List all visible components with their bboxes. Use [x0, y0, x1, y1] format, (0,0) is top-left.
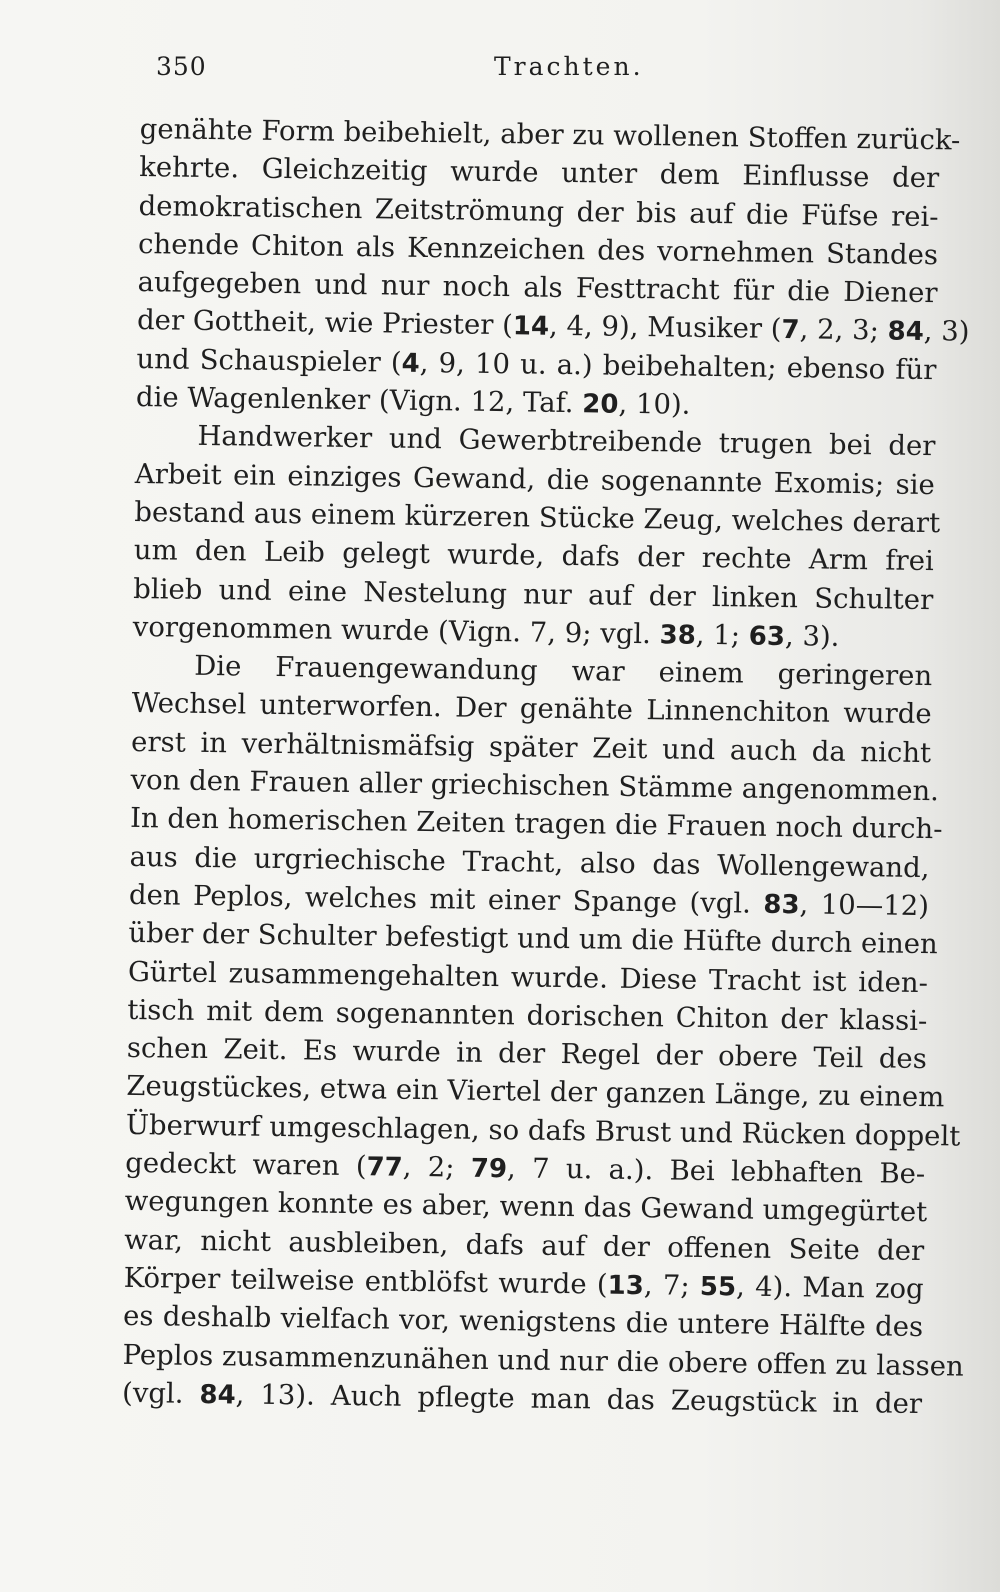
- text-segment: , 10).: [618, 387, 691, 421]
- text-segment: blieb und eine Nestelung nur auf der linken Schulter: [133, 572, 934, 616]
- text-segment: von den Frauen aller griechischen Stämme angenommen.: [130, 763, 940, 808]
- text-segment: , 4, 9), Musiker (: [548, 310, 782, 346]
- body-text: [120, 110, 970, 1551]
- page-header: [156, 52, 644, 84]
- plate-reference: 77: [366, 1152, 403, 1183]
- text-segment: In den homerischen Zeiten tragen die Frauen noch durch-: [129, 802, 943, 846]
- text-segment: aufgegeben und nur noch als Festtracht für die Diener: [137, 266, 938, 310]
- text-segment: schen Zeit. Es wurde in der Regel der obere Teil des: [126, 1032, 928, 1076]
- text-segment: vorgenommen wurde (Vign. 7, 9; vgl.: [132, 610, 660, 651]
- text-segment: Körper teilweise entblöfst wurde (: [123, 1261, 608, 1301]
- plate-reference: 83: [763, 889, 800, 921]
- plate-reference: 20: [582, 389, 619, 420]
- text-segment: Gürtel zusammengehalten wurde. Diese Tracht ist iden-: [127, 955, 929, 999]
- text-segment: Die Frauengewandung war einem geringeren: [194, 649, 933, 693]
- text-segment: Wechsel unterworfen. Der genähte Linnenchiton wurde: [131, 687, 932, 731]
- text-segment: über der Schulter befestigt und um die Hüfte durch einen: [128, 917, 938, 961]
- text-segment: aus die urgriechische Tracht, also das Wollengewand,: [129, 840, 930, 884]
- text-segment: Handwerker und Gewerbtreibende trugen bei der: [197, 420, 936, 463]
- text-segment: Peplos zusammenzunähen und nur die obere offen zu lassen: [122, 1338, 964, 1383]
- text-segment: (vgl.: [121, 1376, 200, 1410]
- text-segment: , 7;: [643, 1269, 701, 1302]
- text-segment: , 9, 10 u. a.) beibehalten; ebenso für: [419, 346, 937, 386]
- plate-reference: 38: [659, 620, 697, 651]
- plate-reference: 84: [199, 1379, 236, 1411]
- plate-reference: 63: [748, 621, 786, 652]
- text-segment: wegungen konnte es aber, wenn das Gewand umgegürtet: [124, 1185, 928, 1229]
- plate-reference: 79: [470, 1153, 508, 1185]
- text-segment: erst in verhältnismäfsig später Zeit und auch da nicht: [130, 725, 932, 769]
- plate-reference: 13: [607, 1270, 645, 1302]
- text-segment: tisch mit dem sogenannten dorischen Chiton der klassi-: [127, 993, 928, 1037]
- text-segment: der Gottheit, wie Priester (: [136, 304, 514, 342]
- text-segment: Überwurf umgeschlagen, so dafs Brust und Rücken doppelt: [125, 1108, 961, 1153]
- text-segment: genähte Form beibehielt, aber zu wollenen Stoffen zurück-: [139, 112, 961, 157]
- text-segment: es deshalb vielfach vor, wenigstens die untere Hälfte des: [122, 1300, 924, 1344]
- text-segment: , 3).: [784, 619, 840, 653]
- text-segment: war, nicht ausbleiben, dafs auf der offenen Seite der: [124, 1223, 925, 1267]
- text-segment: Zeugstückes, etwa ein Viertel der ganzen Länge, zu einem: [126, 1070, 945, 1114]
- text-segment: , 2, 3;: [799, 313, 888, 347]
- plate-reference: 84: [887, 316, 924, 348]
- plate-reference: 55: [699, 1271, 737, 1303]
- text-segment: chende Chiton als Kennzeichen des vornehmen Standes: [137, 227, 939, 272]
- text-segment: , 1;: [695, 618, 750, 652]
- text-segment: , 3): [923, 315, 970, 349]
- plate-reference: 14: [512, 311, 550, 343]
- text-segment: kehrte. Gleichzeitig wurde unter dem Einflusse der: [138, 151, 940, 195]
- running-title: Trachten.: [494, 52, 644, 81]
- text-segment: und Schauspieler (: [136, 342, 402, 379]
- text-segment: gedeckt waren (: [125, 1146, 367, 1183]
- text-segment: die Wagenlenker (Vign. 12, Taf.: [135, 381, 583, 420]
- text-segment: , 2;: [402, 1150, 472, 1184]
- text-segment: demokratischen Zeitströmung der bis auf die Füfse rei-: [138, 189, 939, 233]
- text-segment: , 10—12): [799, 888, 930, 923]
- plate-reference: 4: [401, 348, 420, 379]
- plate-reference: 7: [781, 315, 800, 346]
- text-segment: bestand aus einem kürzeren Stücke Zeug, welches derart: [134, 495, 941, 540]
- text-segment: , 13). Auch pflegte man das Zeugstück in der: [235, 1378, 923, 1420]
- page-number: 350: [156, 52, 207, 81]
- text-segment: , 4). Man zog: [735, 1270, 924, 1305]
- text-segment: , 7 u. a.). Bei lebhaften Be-: [506, 1152, 926, 1191]
- text-segment: Arbeit ein einziges Gewand, die sogenannte Exomis; sie: [134, 457, 936, 501]
- text-segment: den Peplos, welches mit einer Spange (vgl.: [128, 878, 764, 920]
- text-segment: um den Leib gelegt wurde, dafs der rechte Arm frei: [133, 534, 934, 578]
